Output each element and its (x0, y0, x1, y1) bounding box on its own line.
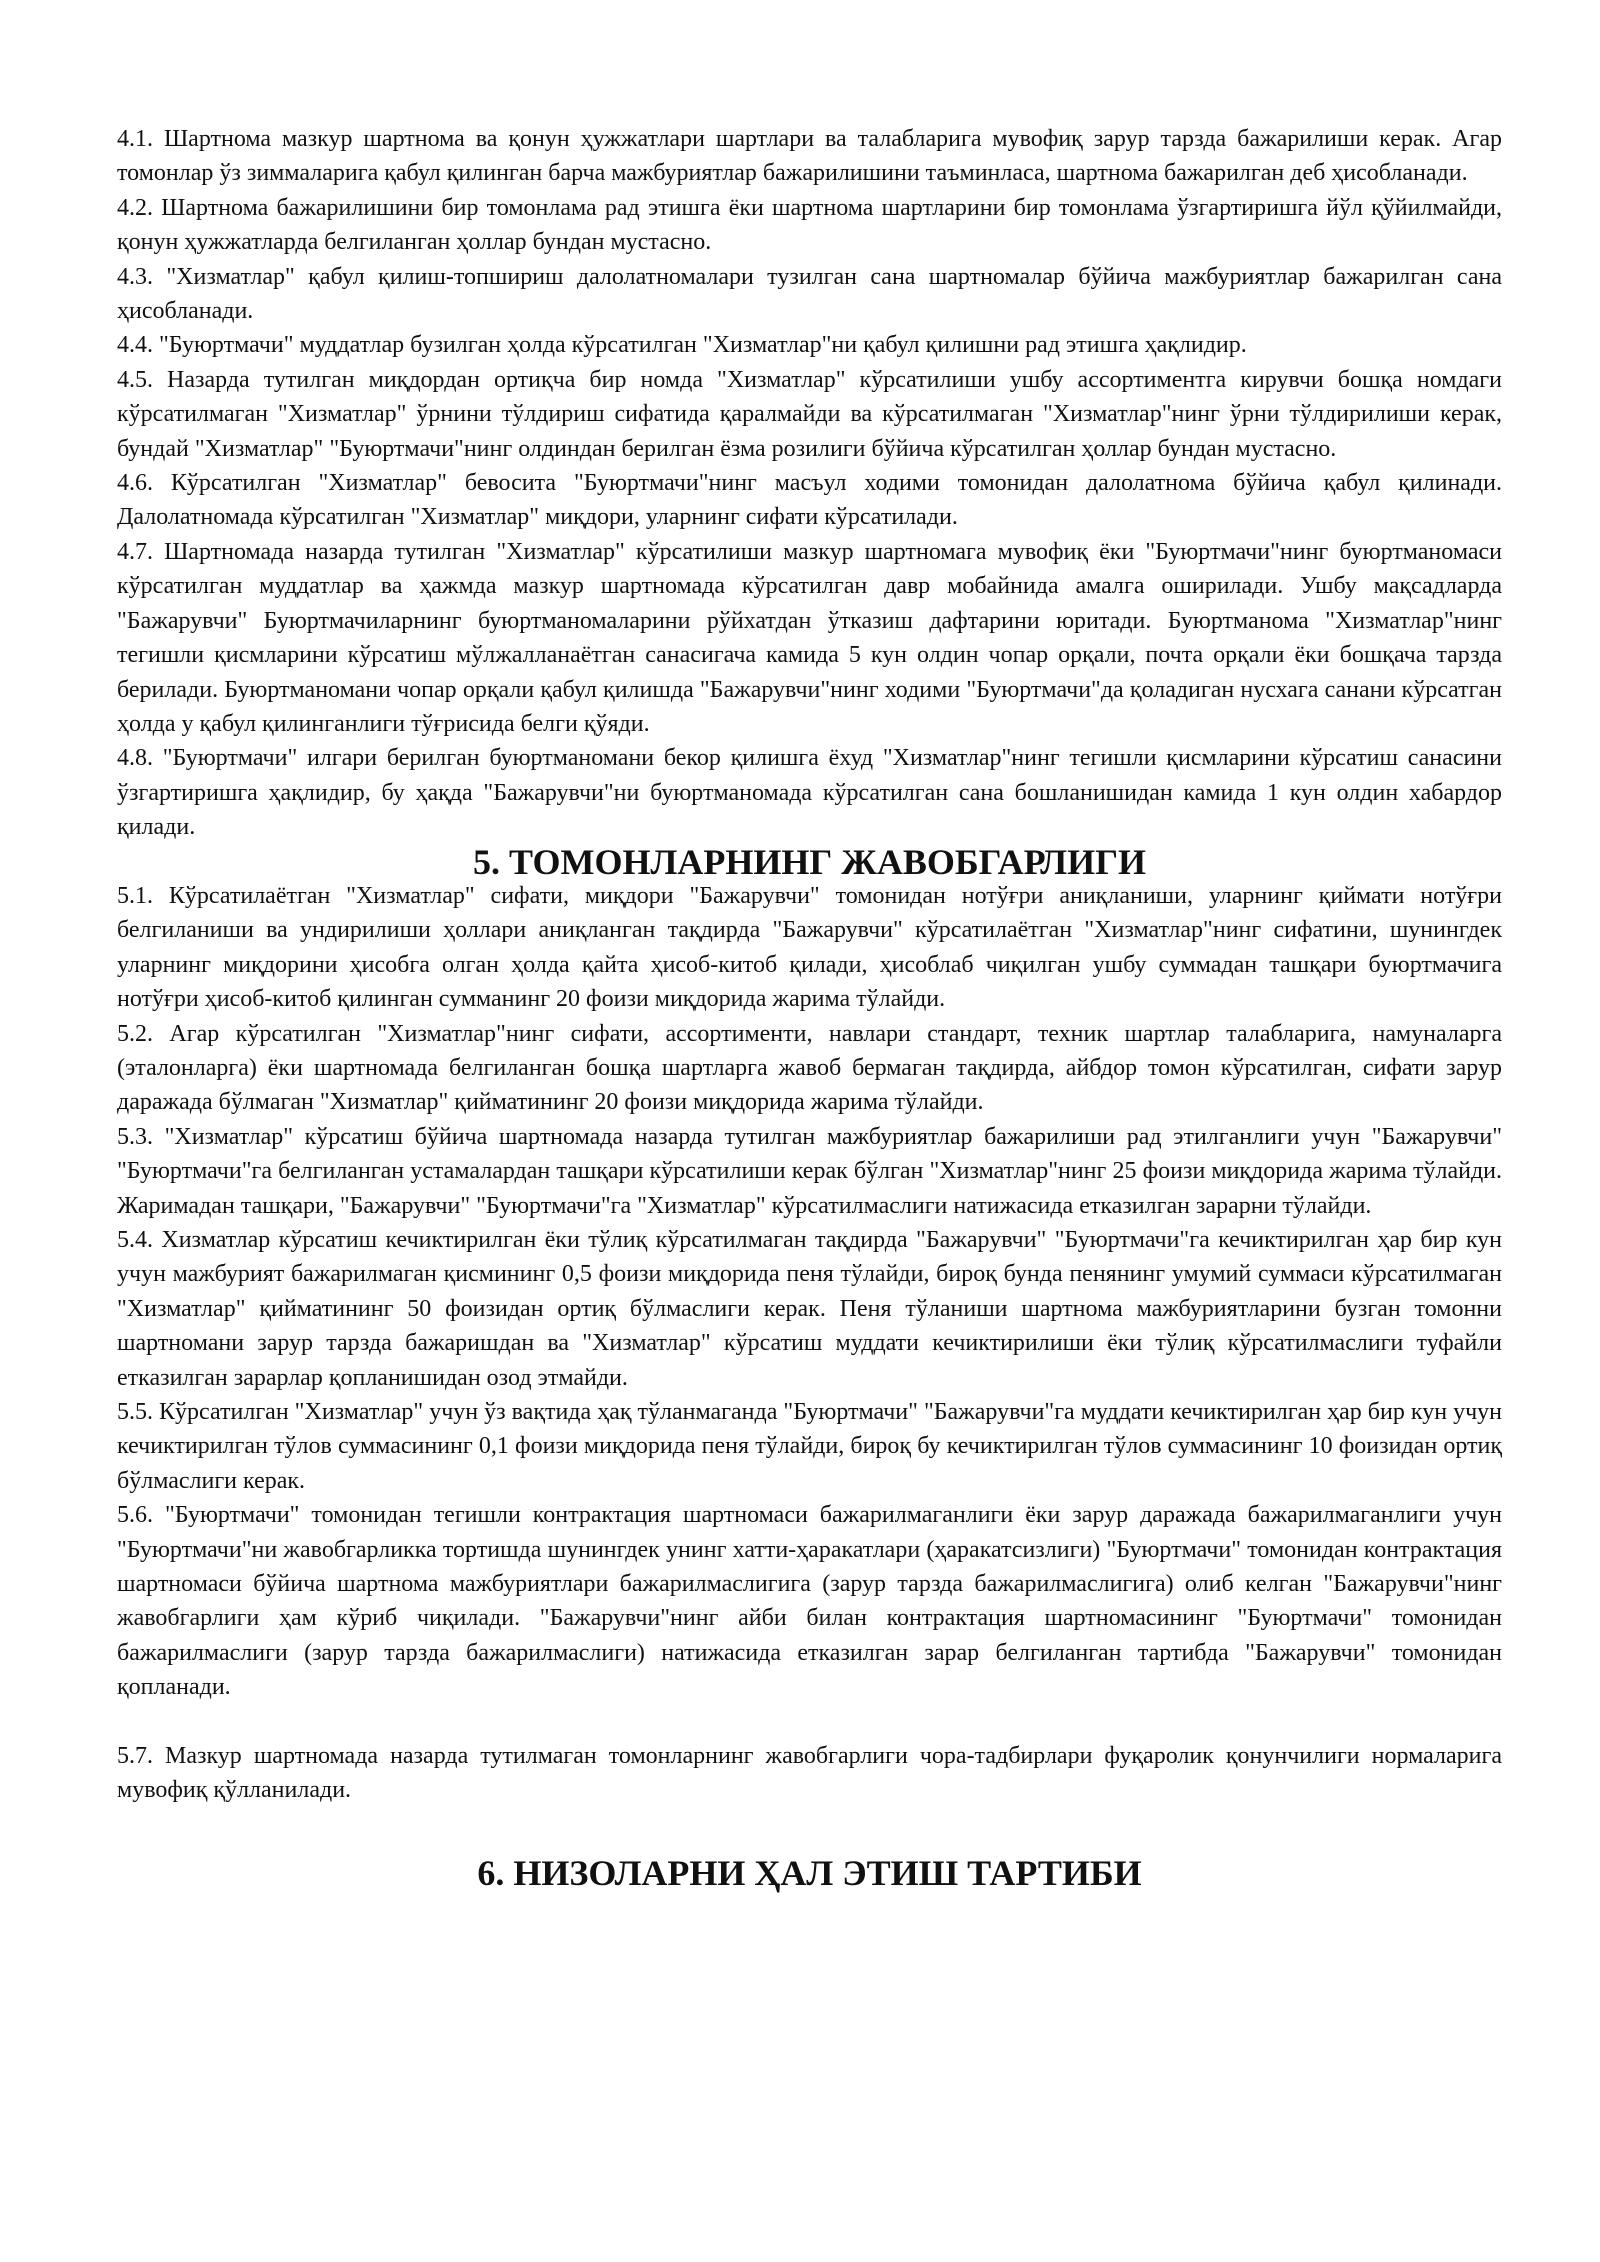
clause-4-8: 4.8. "Буюртмачи" илгари берилган буюртманомани бекор қилишга ёхуд "Хизматлар"нинг тегишли қисмларини кўрсатиш санасини ўзгартиришга ҳақлидир, бу ҳақда "Бажарувчи"ни буюртманомада кўрсатилган сана бошланишидан камида 1 кун олдин хабардор қилади. (117, 745, 1502, 841)
clause-5-1: 5.1. Кўрсатилаётган "Хизматлар" сифати, миқдори "Бажарувчи" томонидан нотўғри аниқланиши, уларнинг қиймати нотўғри белгиланиши ва ундирилиши ҳоллари аниқланган тақдирда "Бажарувчи" кўрсатилаётган "Хизматлар"нинг сифатини, шунингдек уларнинг миқдорини ҳисобга олган ҳолда қайта ҳисоб-китоб қилади, ҳисоблаб чиқилган ушбу суммадан ташқари буюртмачига нотўғри ҳисоб-китоб қилинган сумманинг 20 фоизи миқдорида жарима тўлайди. (117, 882, 1502, 1013)
section-6-heading: 6. НИЗОЛАРНИ ҲАЛ ЭТИШ ТАРТИБИ (477, 1852, 1142, 1893)
spacer (117, 1705, 1502, 1739)
clause-4-5: 4.5. Назарда тутилган миқдордан ортиқча бир номда "Хизматлар" кўрсатилиши ушбу ассортиментга кирувчи бошқа номдаги кўрсатилмаган "Хизматлар" ўрнини тўлдириш сифатида қаралмайди ва кўрсатилмаган "Хизматлар"нинг ўрни тўлдирилиши керак, бундай "Хизматлар" "Буюртмачи"нинг олдиндан берилган ёзма розилиги бўйича кўрсатилган ҳоллар бундан мустасно. (117, 366, 1502, 462)
clause-4-6: 4.6. Кўрсатилган "Хизматлар" бевосита "Буюртмачи"нинг масъул ходими томонидан далолатнома бўйича қабул қилинади. Далолатномада кўрсатилган "Хизматлар" миқдори, уларнинг сифати кўрсатилади. (117, 470, 1502, 531)
clause-5-7: 5.7. Мазкур шартномада назарда тутилмаган томонларнинг жавобгарлиги чора-тадбирлари фуқаролик қонунчилиги нормаларига мувофиқ қўлланилади. (117, 1742, 1502, 1804)
clause-4-1: 4.1. Шартнома мазкур шартнома ва қонун ҳужжатлари шартлари ва талабларига мувофиқ зарур тарзда бажарилиши керак. Агар томонлар ўз зиммаларига қабул қилинган барча мажбуриятлар бажарилишини таъминласа, шартнома бажарилган деб ҳисобланади. (117, 126, 1502, 187)
spacer (117, 1808, 1502, 1856)
clause-4-4: 4.4. "Буюртмачи" муддатлар бузилган ҳолда кўрсатилган "Хизматлар"ни қабул қилишни рад этишга ҳақлидир. (117, 332, 1247, 359)
clause-5-3: 5.3. "Хизматлар" кўрсатиш бўйича шартномада назарда тутилган мажбуриятлар бажарилиши рад этилганлиги учун "Бажарувчи" "Буюртмачи"га белгиланган устамалардан ташқари кўрсатилиши керак бўлган "Хизматлар"нинг 25 фоизи миқдорида жарима тўлайди. Жаримадан ташқари, "Бажарувчи" "Буюртмачи"га "Хизматлар" кўрсатилмаслиги натижасида етказилган зарарни тўлайди. (117, 1123, 1502, 1219)
clause-4-3: 4.3. "Хизматлар" қабул қилиш-топшириш далолатномалари тузилган сана шартномалар бўйича мажбуриятлар бажарилган сана ҳисобланади. (117, 263, 1502, 325)
section-5-heading: 5. ТОМОНЛАРНИНГ ЖАВОБГАРЛИГИ (473, 841, 1146, 882)
clause-4-2: 4.2. Шартнома бажарилишини бир томонлама рад этишга ёки шартнома шартларини бир томонлама ўзгартиришга йўл қўйилмайди, қонун ҳужжатларда белгиланган ҳоллар бундан мустасно. (117, 194, 1502, 256)
clause-4-7: 4.7. Шартномада назарда тутилган "Хизматлар" кўрсатилиши мазкур шартномага мувофиқ ёки "Буюртмачи"нинг буюртманомаси кўрсатилган муддатлар ва ҳажмда мазкур шартномада кўрсатилган давр мобайнида амалга оширилади. Ушбу мақсадларда "Бажарувчи" Буюртмачиларнинг буюртманомаларини рўйхатдан ўтказиш дафтарини юритади. Буюртманома "Хизматлар"нинг тегишли қисмларини кўрсатиш мўлжалланаётган санасигача камида 5 кун олдин чопар орқали, почта орқали ёки бошқача тарзда берилади. Буюртманомани чопар орқали қабул қилишда "Бажарувчи"нинг ходими "Буюртмачи"да қоладиган нусхага санани кўрсатган ҳолда у қабул қилинганлиги тўғрисида белги қўяди. (117, 538, 1502, 737)
clause-5-4: 5.4. Хизматлар кўрсатиш кечиктирилган ёки тўлиқ кўрсатилмаган тақдирда "Бажарувчи" "Буюртмачи"га кечиктирилган ҳар бир кун учун мажбурият бажарилмаган қисмининг 0,5 фоизи миқдорида пеня тўлайди, бироқ бунда пенянинг умумий суммаси кўрсатилмаган "Хизматлар" қийматининг 50 фоизидан ортиқ бўлмаслиги керак. Пеня тўланиши шартнома мажбуриятларини бузган томонни шартномани зарур тарзда бажаришдан ва "Хизматлар" кўрсатиш муддати кечиктирилиши ёки тўлиқ кўрсатилмаслиги туфайли етказилган зарарлар қопланишидан озод этмайди. (117, 1227, 1502, 1391)
clause-5-2: 5.2. Агар кўрсатилган "Хизматлар"нинг сифати, ассортименти, навлари стандарт, техник шартлар талабларига, намуналарга (эталонларга) ёки шартномада белгиланган бошқа шартларга жавоб бермаган тақдирда, айбдор томон кўрсатилган, сифати зарур даражада бўлмаган "Хизматлар" қийматининг 20 фоизи миқдорида жарима тўлайди. (117, 1020, 1502, 1116)
clause-5-5: 5.5. Кўрсатилган "Хизматлар" учун ўз вақтида ҳақ тўланмаганда "Буюртмачи" "Бажарувчи"га муддати кечиктирилган ҳар бир кун учун кечиктирилган тўлов суммасининг 0,1 фоизи миқдорида пеня тўлайди, бироқ бу кечиктирилган тўлов суммасининг 10 фоизидан ортиқ бўлмаслиги керак. (117, 1399, 1502, 1494)
clause-5-6: 5.6. "Буюртмачи" томонидан тегишли контрактация шартномаси бажарилмаганлиги ёки зарур даражада бажарилмаганлиги учун "Буюртмачи"ни жавобгарликка тортишда шунингдек унинг хатти-ҳаракатлари (ҳаракатсизлиги) "Буюртмачи" томонидан контрактация шартномаси бўйича шартнома мажбуриятлари бажарилмаслигига (зарур тарзда бажарилмаслигига) олиб келган "Бажарувчи"нинг жавобгарлиги ҳам кўриб чиқилади. "Бажарувчи"нинг айби билан контрактация шартномасининг "Буюртмачи" томонидан бажарилмаслиги (зарур тарзда бажарилмаслиги) натижасида етказилган зарар белгиланган тартибда "Бажарувчи" томонидан қопланади. (117, 1502, 1502, 1701)
